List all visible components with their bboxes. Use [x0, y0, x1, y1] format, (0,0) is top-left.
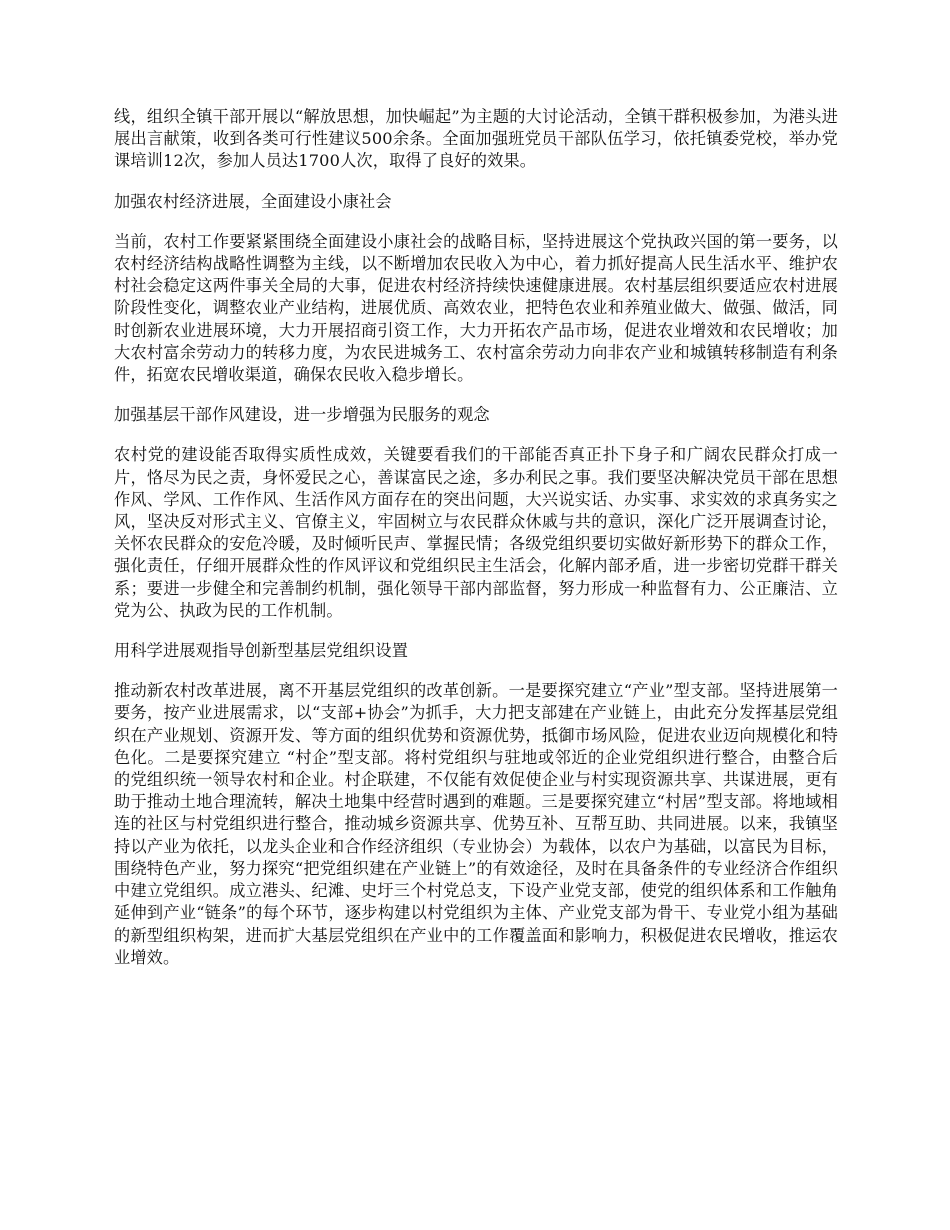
paragraph-cadre-style: 农村党的建设能否取得实质性成效，关键要看我们的干部能否真正扑下身子和广阔农民群众打成一片，恪尽为民之责，身怀爱民之心，善谋富民之途，多办利民之事。我们要坚决解决党员干部在思想作风、学风、工作作风、生活作风方面存在的突出问题，大兴说实话、办实事、求实效的求真务实之风，坚决反对形式主义、官僚主义，牢固树立与农民群众休戚与共的意识，深化广泛开展调查讨论，关怀农民群众的安危冷暖，及时倾听民声、掌握民情；各级党组织要切实做好新形势下的群众工作，强化责任，仔细开展群众性的作风评议和党组织民主生活会，化解内部矛盾，进一步密切党群干群关系；要进一步健全和完善制约机制，强化领导干部内部监督，努力形成一种监督有力、公正廉洁、立党为公、执政为民的工作机制。 [114, 445, 838, 620]
document-body [114, 106, 838, 987]
paragraph-rural-economy: 当前，农村工作要紧紧围绕全面建设小康社会的战略目标，坚持进展这个党执政兴国的第一要务，以农村经济结构战略性调整为主线，以不断增加农民收入为中心，着力抓好提高人民生活水平、维护农村社会稳定这两件事关全局的大事，促进农村经济持续快速健康进展。农村基层组织要适应农村进展阶段性变化，调整农业产业结构，进展优质、高效农业，把特色农业和养殖业做大、做强、做活，同时创新农业进展环境，大力开展招商引资工作，大力开拓农产品市场，促进农业增效和农民增收；加大农村富余劳动力的转移力度，为农民进城务工、农村富余劳动力向非农产业和城镇转移制造有利条件，拓宽农民增收渠道，确保农民收入稳步增长。 [114, 231, 838, 385]
paragraph-intro: 线，组织全镇干部开展以“解放思想，加快崛起”为主题的大讨论活动，全镇干群积极参加，为港头进展出言献策，收到各类可行性建议500余条。全面加强班党员干部队伍学习，依托镇委党校，举办党课培训12次，参加人员达1700人次，取得了良好的效果。 [114, 107, 838, 171]
section-heading-rural-economy: 加强农村经济进展，全面建设小康社会 [114, 191, 392, 211]
section-heading-cadre-style: 加强基层干部作风建设，进一步增强为民服务的观念 [114, 405, 490, 425]
section-heading-party-organization: 用科学进展观指导创新型基层党组织设置 [114, 641, 409, 661]
paragraph-party-organization: 推动新农村改革进展，离不开基层党组织的改革创新。一是要探究建立“产业”型支部。坚持进展第一要务，按产业进展需求，以“支部+协会”为抓手，大力把支部建在产业链上，由此充分发挥基层党组织在产业规划、资源开发、等方面的组织优势和资源优势，抵御市场风险，促进农业迈向规模化和特色化。二是要探究建立 “村企”型支部。将村党组织与驻地或邻近的企业党组织进行整合，由整合后的党组织统一领导农村和企业。村企联建，不仅能有效促使企业与村实现资源共享、共谋进展，更有助于推动土地合理流转，解决土地集中经营时遇到的难题。三是要探究建立“村居”型支部。将地域相连的社区与村党组织进行整合，推动城乡资源共享、优势互补、互帮互助、共同进展。以来，我镇坚持以产业为依托，以龙头企业和合作经济组织（专业协会）为载体，以农户为基础，以富民为目标，围绕特色产业，努力探究“把党组织建在产业链上”的有效途径，及时在具备条件的专业经济合作组织中建立党组织。成立港头、纪滩、史圩三个村党总支，下设产业党支部，使党的组织体系和工作触角延伸到产业“链条”的每个环节，逐步构建以村党组织为主体、产业党支部为骨干、专业党小组为基础的新型组织构架，进而扩大基层党组织在产业中的工作覆盖面和影响力，积极促进农民增收，推运农业增效。 [114, 681, 838, 967]
